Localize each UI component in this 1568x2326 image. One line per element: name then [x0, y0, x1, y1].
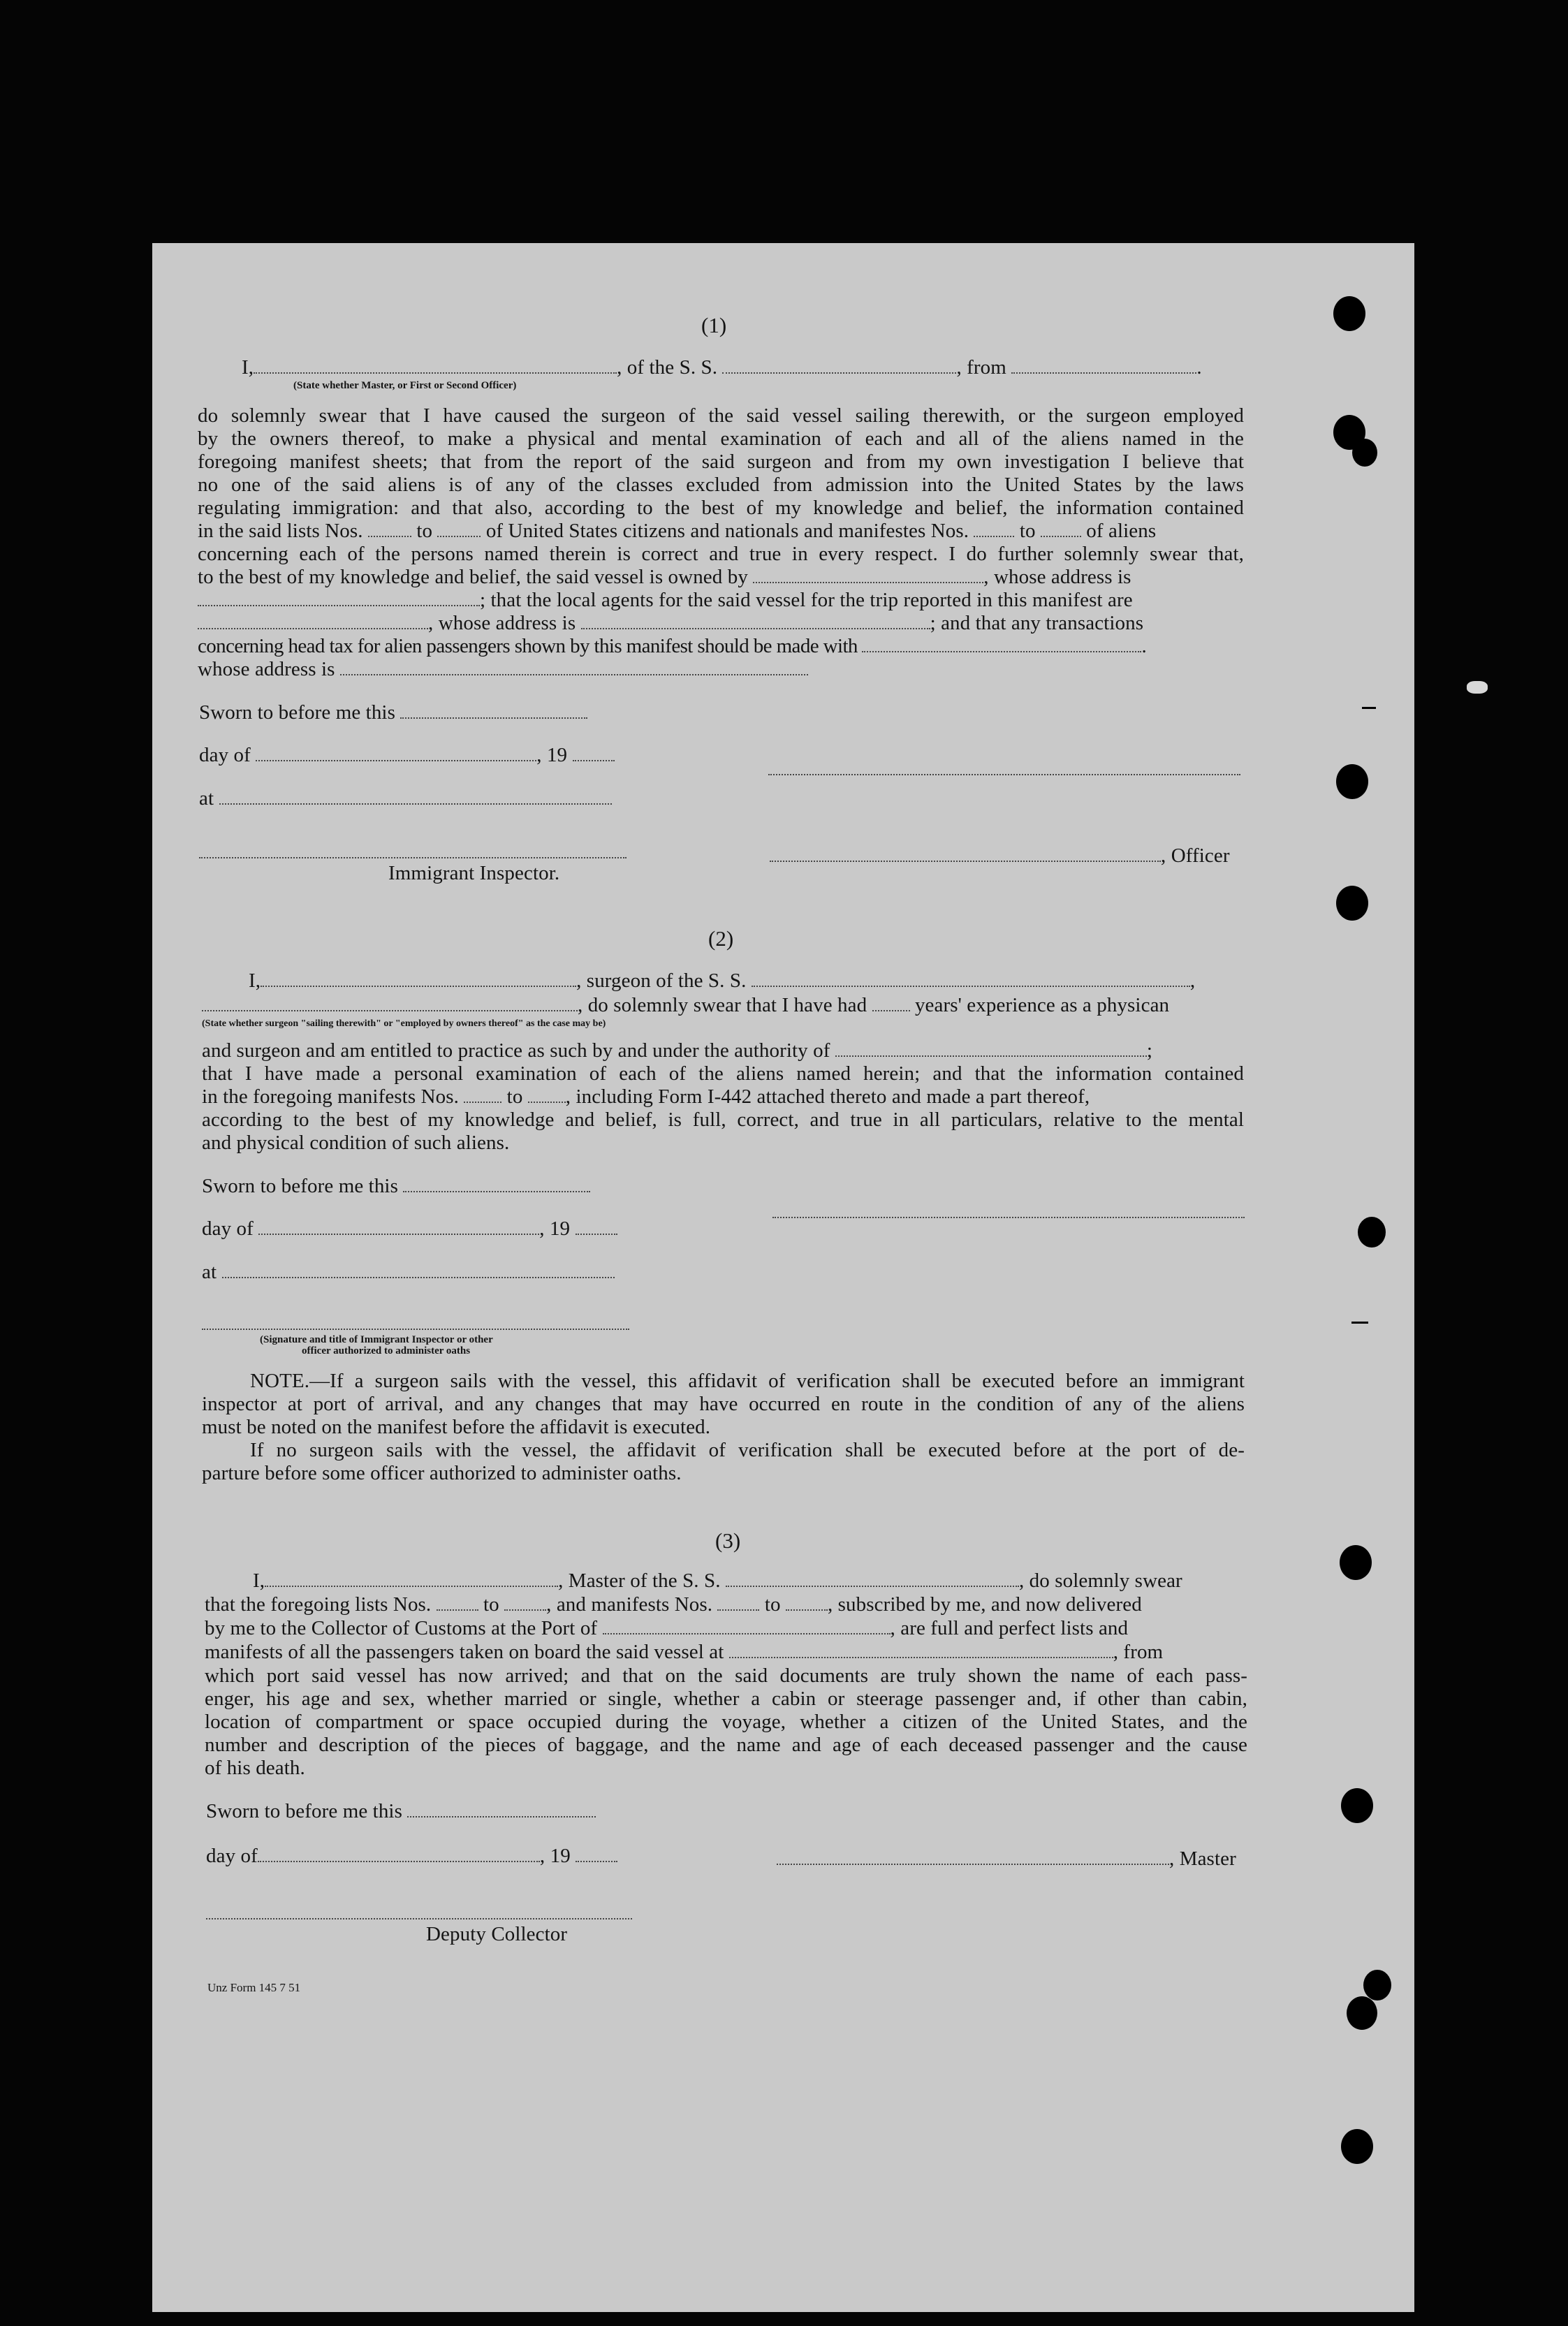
section-1-title: (1)	[701, 313, 727, 337]
s1-officer-note: (State whether Master, or First or Second Officer)	[293, 380, 517, 391]
blank-agents-address[interactable]	[581, 611, 930, 629]
s1-line-8: concerning each of the persons named therein is correct and true in every respect. I do further solemnly swear that,	[198, 543, 1244, 565]
s1-line-7: in the said lists Nos. to of United States citizens and nationals and manifestes Nos. to of aliens	[198, 520, 1157, 542]
s2-line-6: according to the best of my knowledge and belief, is full, correct, and true in all particulars, relative to the mental	[202, 1109, 1244, 1131]
s2-inspector-line[interactable]	[202, 1329, 629, 1330]
s2-signature-line[interactable]	[772, 1217, 1245, 1218]
s3-line-7: location of compartment or space occupied during the voyage, whether a citizen of the United States, and the	[205, 1711, 1247, 1733]
s2-line-2: , do solemnly swear that I have had years' experience as a physican	[202, 993, 1169, 1017]
note-p1-line-1: NOTE.—If a surgeon sails with the vessel, this affidavit of verification shall be executed before an immigrant	[250, 1370, 1245, 1392]
blank-s2-sworn-year[interactable]	[576, 1217, 617, 1235]
blank-list-from[interactable]	[368, 519, 411, 537]
s1-line-10: ; that the local agents for the said vessel for the trip reported in this manifest are	[198, 588, 1133, 612]
s1-line-11: , whose address is ; and that any transactions	[198, 611, 1143, 635]
s2-sig-note-1: (Signature and title of Immigrant Inspector or other	[260, 1334, 493, 1345]
s3-line-2: that the foregoing lists Nos. to , and manifests Nos. to , subscribed by me, and now delivered	[205, 1593, 1142, 1616]
blank-master-name[interactable]	[265, 1569, 558, 1587]
blank-s2-sworn-day[interactable]	[403, 1174, 590, 1192]
s2-sworn: Sworn to before me this	[202, 1174, 590, 1198]
s1-line-12: concerning head tax for alien passengers shown by this manifest should be made with .	[198, 635, 1147, 657]
blank-manifest-to[interactable]	[1041, 519, 1081, 537]
blank-s3-sworn-day[interactable]	[407, 1799, 596, 1817]
s2-surgeon-note: (State whether surgeon "sailing therewith" or "employed by owners thereof" as the case may be)	[202, 1018, 606, 1029]
blank-surgeon-status[interactable]	[202, 993, 578, 1011]
s1-inspector-line[interactable]	[199, 857, 627, 858]
s3-line-1: I, , Master of the S. S. , do solemnly swear	[253, 1570, 1182, 1592]
s1-line-9: to the best of my knowledge and belief, the said vessel is owned by , whose address is	[198, 566, 1131, 588]
punch-hole	[1358, 1217, 1386, 1248]
s2-at: at	[202, 1260, 615, 1284]
punch-hole	[1341, 1788, 1373, 1823]
blank-owner-address[interactable]	[198, 588, 480, 606]
blank-sworn-year[interactable]	[573, 743, 615, 761]
blank-authority[interactable]	[835, 1039, 1147, 1057]
edge-mark	[1362, 707, 1376, 709]
blank-owner[interactable]	[753, 565, 983, 583]
s1-day-of: day of , 19	[199, 743, 615, 767]
s2-sig-note-2: officer authorized to administer oaths	[302, 1345, 471, 1356]
note-p1-line-2: inspector at port of arrival, and any changes that may have occurred en route in the condition of any of the aliens	[202, 1393, 1245, 1415]
s3-line-8: number and description of the pieces of baggage, and the name and age of each deceased passenger and the cause	[205, 1734, 1247, 1756]
blank-s2-sworn-month[interactable]	[258, 1217, 539, 1235]
blank-vessel-name[interactable]	[722, 356, 956, 374]
blank-s3-sworn-year[interactable]	[576, 1844, 617, 1862]
blank-head-tax-address[interactable]	[340, 657, 808, 675]
blank-manifest-from[interactable]	[974, 519, 1014, 537]
s2-line-7: and physical condition of such aliens.	[202, 1132, 510, 1154]
blank-surgeon-name[interactable]	[261, 969, 576, 987]
s2-day-of: day of , 19	[202, 1217, 617, 1241]
blank-years[interactable]	[872, 993, 910, 1011]
punch-hole	[1333, 296, 1365, 331]
punch-hole	[1340, 1545, 1372, 1580]
blank-head-tax-party[interactable]	[862, 634, 1141, 652]
s2-line-3: and surgeon and am entitled to practice as such by and under the authority of ;	[202, 1039, 1152, 1062]
s1-line-1: I, , of the S. S. , from .	[242, 356, 1202, 379]
blank-embark-port[interactable]	[729, 1640, 1113, 1658]
s1-line-5: no one of the said aliens is of any of the classes excluded from admission into the United States by the laws	[198, 474, 1244, 496]
s1-line-4: foregoing manifest sheets; that from the report of the said surgeon and from my own investigation I believe that	[198, 451, 1244, 473]
blank-sworn-place[interactable]	[219, 787, 612, 805]
note-p2-line-1: If no surgeon sails with the vessel, the affidavit of verification shall be executed before at the port of de-	[250, 1439, 1245, 1461]
s1-line-3: by the owners thereof, to make a physical and mental examination of each and all of the aliens named in the	[198, 427, 1244, 450]
s1-inspector-label: Immigrant Inspector.	[388, 862, 560, 884]
note-p2-line-2: parture before some officer authorized to administer oaths.	[202, 1462, 682, 1484]
blank-s3-vessel[interactable]	[726, 1569, 1019, 1587]
form-id: Unz Form 145 7 51	[207, 1981, 301, 1994]
punch-hole	[1336, 886, 1368, 921]
punch-hole	[1352, 439, 1377, 467]
punch-hole	[1336, 764, 1368, 799]
punch-hole	[1347, 1996, 1377, 2030]
section-2-title: (2)	[708, 926, 734, 951]
blank-s3-manifest-to[interactable]	[786, 1593, 828, 1611]
s3-line-3: by me to the Collector of Customs at the Port of , are full and perfect lists and	[205, 1617, 1129, 1639]
s1-signature-line[interactable]	[768, 774, 1240, 775]
s2-line-4: that I have made a personal examination of each of the aliens named herein; and that the information contained	[202, 1062, 1244, 1085]
blank-s3-manifest-from[interactable]	[717, 1593, 759, 1611]
s3-deputy-label: Deputy Collector	[426, 1923, 568, 1945]
s3-master-sig: , Master	[777, 1847, 1236, 1871]
blank-list-to[interactable]	[437, 519, 481, 537]
blank-sworn-month[interactable]	[256, 743, 536, 761]
blank-s3-list-to[interactable]	[504, 1593, 546, 1611]
blank-from-port[interactable]	[1011, 356, 1196, 374]
s2-line-1: I, , surgeon of the S. S. ,	[249, 970, 1196, 992]
blank-s2-sworn-place[interactable]	[222, 1260, 615, 1278]
blank-s2-manifest-from[interactable]	[464, 1085, 501, 1103]
blank-port[interactable]	[603, 1616, 891, 1634]
s3-line-9: of his death.	[205, 1757, 305, 1779]
s3-day-of: day of , 19	[206, 1844, 617, 1868]
s3-line-4: manifests of all the passengers taken on board the said vessel at , from	[205, 1641, 1164, 1663]
blank-master-signature[interactable]	[777, 1847, 1169, 1865]
s3-deputy-line[interactable]	[206, 1918, 632, 1919]
s1-officer-sig: , Officer	[770, 844, 1230, 868]
s3-sworn: Sworn to before me this	[206, 1799, 596, 1823]
s1-line-13: whose address is	[198, 657, 808, 681]
s1-at: at	[199, 787, 612, 810]
blank-s3-list-from[interactable]	[437, 1593, 478, 1611]
s3-line-6: enger, his age and sex, whether married or single, whether a cabin or steerage passenger and, if other than cabin,	[205, 1688, 1247, 1710]
blank-officer-signature[interactable]	[770, 844, 1161, 862]
blank-officer-name[interactable]	[254, 356, 617, 374]
blank-s3-sworn-month[interactable]	[258, 1844, 540, 1862]
blank-local-agents[interactable]	[198, 611, 428, 629]
blank-s2-manifest-to[interactable]	[528, 1085, 566, 1103]
s1-sworn: Sworn to before me this	[199, 701, 587, 724]
blank-sworn-day[interactable]	[400, 701, 587, 719]
edge-mark	[1467, 681, 1488, 694]
blank-s2-vessel[interactable]	[752, 969, 1190, 987]
s3-line-5: which port said vessel has now arrived; and that on the said documents are truly shown the name of each pass-	[205, 1665, 1247, 1687]
section-3-title: (3)	[715, 1528, 741, 1553]
edge-mark	[1351, 1322, 1368, 1324]
s2-line-5: in the foregoing manifests Nos. to , including Form I-442 attached thereto and made a part thereof,	[202, 1085, 1090, 1108]
punch-hole	[1341, 2129, 1373, 2164]
note-p1-line-3: must be noted on the manifest before the affidavit is executed.	[202, 1416, 711, 1438]
punch-hole	[1363, 1970, 1391, 2000]
s1-line-6: regulating immigration: and that also, according to the best of my knowledge and belief, the information contained	[198, 497, 1244, 519]
s1-line-2: do solemnly swear that I have caused the surgeon of the said vessel sailing therewith, or the surgeon employed	[198, 404, 1244, 427]
